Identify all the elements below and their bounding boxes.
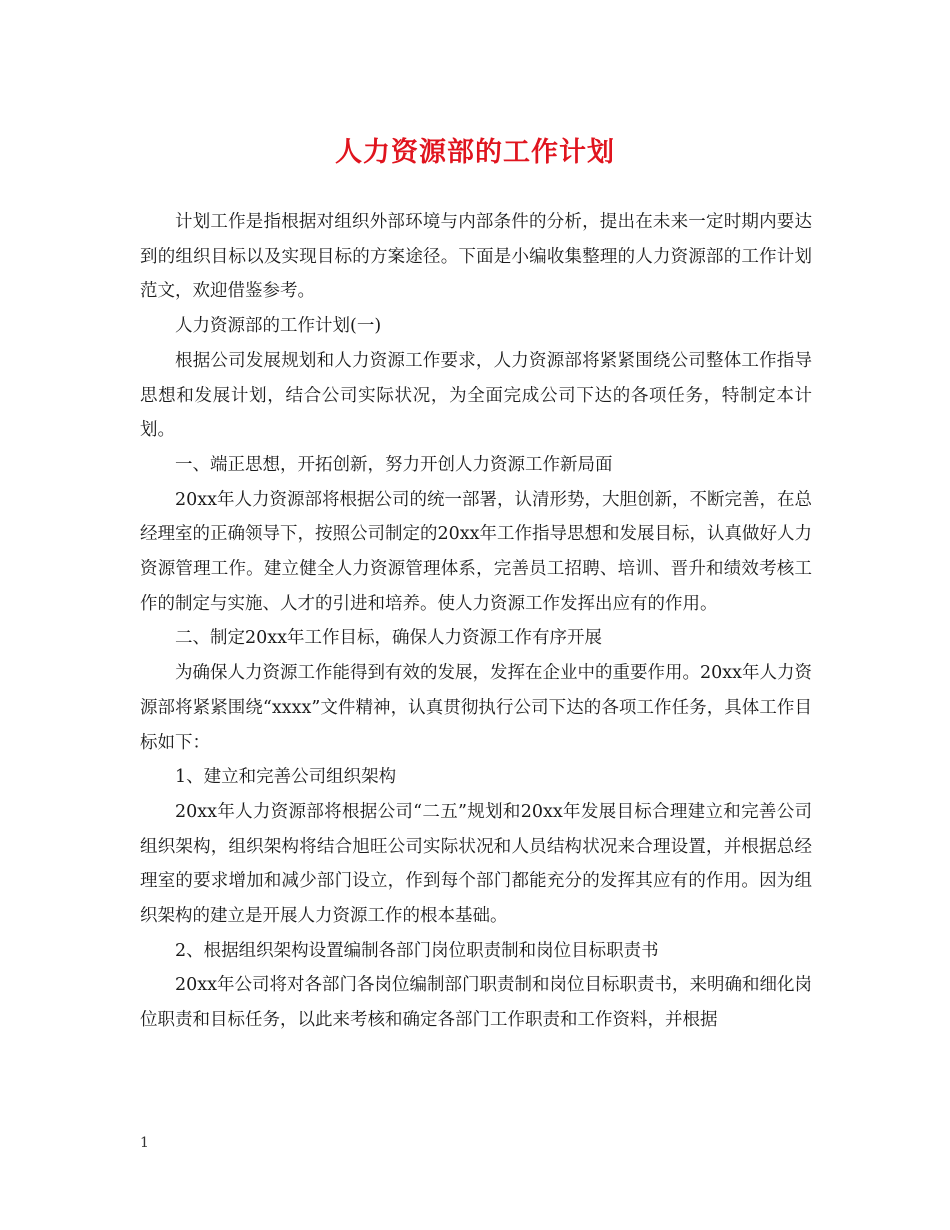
paragraph: 根据公司发展规划和人力资源工作要求，人力资源部将紧紧围绕公司整体工作指导思想和发展计划，结合公司实际状况，为全面完成公司下达的各项任务，特制定本计划。 bbox=[140, 350, 812, 441]
section-heading: 一、端正思想，开拓创新，努力开创人力资源工作新局面 bbox=[175, 454, 613, 475]
paragraph: 20xx年公司将对各部门各岗位编制部门职责制和岗位目标职责书，来明确和细化岗位职责和目标任务，以此来考核和确定各部门工作职责和工作资料，并根据 bbox=[140, 975, 813, 1031]
page-number: 1 bbox=[140, 1135, 149, 1151]
subsection-heading: 2、根据组织架构设置编制各部门岗位职责制和岗位目标职责书 bbox=[175, 940, 659, 961]
paragraph-plan-heading: 人力资源部的工作计划(一) bbox=[175, 316, 382, 337]
paragraph: 为确保人力资源工作能得到有效的发展，发挥在企业中的重要作用。20xx年人力资源部将紧紧围绕“xxxx”文件精神，认真贯彻执行公司下达的各项工作任务，具体工作目标如下： bbox=[140, 663, 813, 753]
document-body bbox=[140, 205, 812, 1038]
paragraph: 20xx年人力资源部将根据公司的统一部署，认清形势，大胆创新，不断完善，在总经理室的正确领导下，按照公司制定的20xx年工作指导思想和发展目标，认真做好人力资源管理工作。建立健全人力资源管理体系，完善员工招聘、培训、晋升和绩效考核工作的制定与实施、人才的引进和培养。使人力资源工作发挥出应有的作用。 bbox=[140, 489, 813, 614]
subsection-heading: 1、建立和完善公司组织架构 bbox=[175, 767, 397, 788]
section-heading: 二、制定20xx年工作目标，确保人力资源工作有序开展 bbox=[175, 628, 603, 649]
paragraph-intro: 计划工作是指根据对组织外部环境与内部条件的分析，提出在未来一定时期内要达到的组织目标以及实现目标的方案途径。下面是小编收集整理的人力资源部的工作计划范文，欢迎借鉴参考。 bbox=[140, 212, 812, 302]
paragraph: 20xx年人力资源部将根据公司“二五”规划和20xx年发展目标合理建立和完善公司组织架构，组织架构将结合旭旺公司实际状况和人员结构状况来合理设置，并根据总经理室的要求增加和减少部门设立，作到每个部门都能充分的发挥其应有的作用。因为组织架构的建立是开展人力资源工作的根本基础。 bbox=[140, 801, 812, 927]
document-title: 人力资源部的工作计划 bbox=[335, 137, 615, 168]
